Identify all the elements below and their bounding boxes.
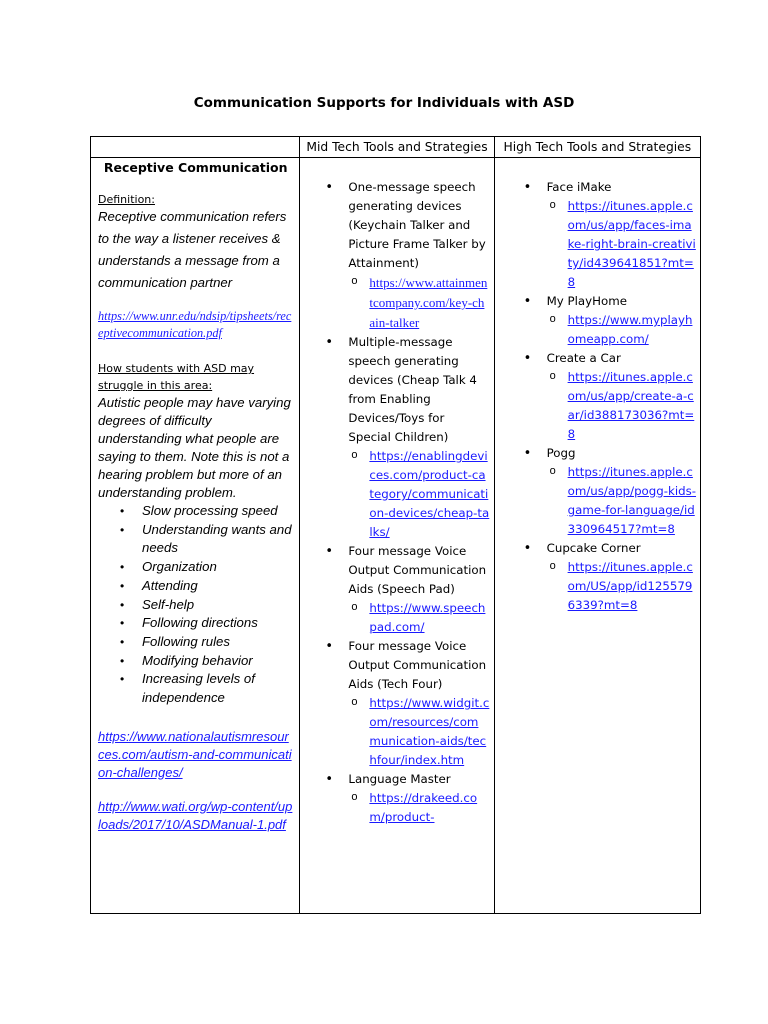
tool-label: Cupcake Corner (546, 541, 641, 555)
tool-link[interactable]: https://www.speechpad.com/ (369, 601, 486, 634)
tool-link[interactable]: https://www.myplayhomeapp.com/ (567, 313, 693, 346)
definition-text: Receptive communication refers to the way a listener receives & understands a message from a communication partner (98, 209, 287, 290)
list-item (348, 637, 489, 770)
receptive-row (91, 158, 701, 914)
tool-link[interactable]: https://itunes.apple.com/US/app/id1255796339?mt=8 (567, 560, 693, 612)
list-item (348, 770, 489, 827)
table-header-row (91, 137, 701, 158)
header-mid-tech: Mid Tech Tools and Strategies (300, 137, 494, 158)
list-item (547, 539, 696, 615)
receptive-cell (91, 158, 300, 914)
tool-link[interactable]: https://itunes.apple.com/us/app/faces-imake-right-brain-creativity/id439641851?mt=8 (567, 199, 696, 289)
list-item: • Following directions (142, 614, 293, 633)
tool-label: One-message speech generating devices (Keychain Talker and Picture Frame Talker by Attainment) (348, 180, 486, 270)
high-tech-cell (494, 158, 700, 914)
list-item (348, 333, 489, 542)
mid-tech-cell (300, 158, 494, 914)
struggle-label: How students with ASD may struggle in this area: (98, 362, 255, 392)
list-item: • Understanding wants and needs (142, 521, 293, 558)
tool-link[interactable]: https://itunes.apple.com/us/app/create-a-car/id388173036?mt=8 (567, 370, 695, 441)
tool-label: Create a Car (546, 351, 621, 365)
header-blank (91, 137, 300, 158)
list-item: • Following rules (142, 633, 293, 652)
resource-link-wati[interactable]: http://www.wati.org/wp-content/uploads/2017/10/ASDManual-1.pdf (98, 798, 293, 832)
list-item (348, 542, 489, 637)
tool-link[interactable]: https://drakeed.com/product- (369, 791, 478, 824)
supports-table (90, 136, 701, 914)
list-item (547, 292, 696, 349)
struggle-text: Autistic people may have varying degrees of difficulty understanding what people are saying to them. Note this is not a hearing problem but more of an understanding problem. (98, 395, 291, 500)
tool-link[interactable]: https://www.attainmentcompany.com/key-chain-talker (369, 275, 488, 330)
list-item (348, 178, 489, 333)
struggle-list (98, 502, 293, 708)
list-item: • Organization (142, 558, 293, 577)
list-item: • Slow processing speed (142, 502, 293, 521)
tool-link[interactable]: https://www.widgit.com/resources/communication-aids/techfour/index.htm (369, 696, 490, 767)
mid-tech-list (300, 178, 489, 827)
list-item: • Attending (142, 577, 293, 596)
list-item: • Modifying behavior (142, 652, 293, 671)
document-title: Communication Supports for Individuals with ASD (193, 95, 575, 111)
tool-label: Four message Voice Output Communication Aids (Speech Pad) (348, 544, 487, 596)
header-high-tech: High Tech Tools and Strategies (494, 137, 700, 158)
tool-link[interactable]: https://itunes.apple.com/us/app/pogg-kids-game-for-language/id330964517?mt=8 (567, 465, 697, 536)
tool-label: Multiple-message speech generating devices (Cheap Talk 4 from Enabling Devices/Toys for Special Children) (348, 335, 477, 444)
tool-label: Face iMake (546, 180, 612, 194)
list-item (547, 444, 696, 539)
receptive-title: Receptive Communication (103, 160, 288, 175)
tool-label: My PlayHome (546, 294, 627, 308)
list-item (547, 178, 696, 292)
tool-label: Four message Voice Output Communication Aids (Tech Four) (348, 639, 487, 691)
tool-label: Pogg (546, 446, 576, 460)
resource-link-autism[interactable]: https://www.nationalautismresources.com/autism-and-communication-challenges/ (98, 728, 292, 780)
list-item: • Self-help (142, 596, 293, 615)
tool-label: Language Master (348, 772, 451, 786)
definition-link[interactable]: https://www.unr.edu/ndsip/tipsheets/receptivecommunication.pdf (98, 309, 292, 340)
high-tech-list (495, 178, 696, 615)
list-item: • Increasing levels of independence (142, 670, 293, 707)
definition-label: Definition: (98, 193, 155, 206)
tool-link[interactable]: https://enablingdevices.com/product-category/communication-devices/cheap-talks/ (369, 449, 490, 539)
list-item (547, 349, 696, 444)
